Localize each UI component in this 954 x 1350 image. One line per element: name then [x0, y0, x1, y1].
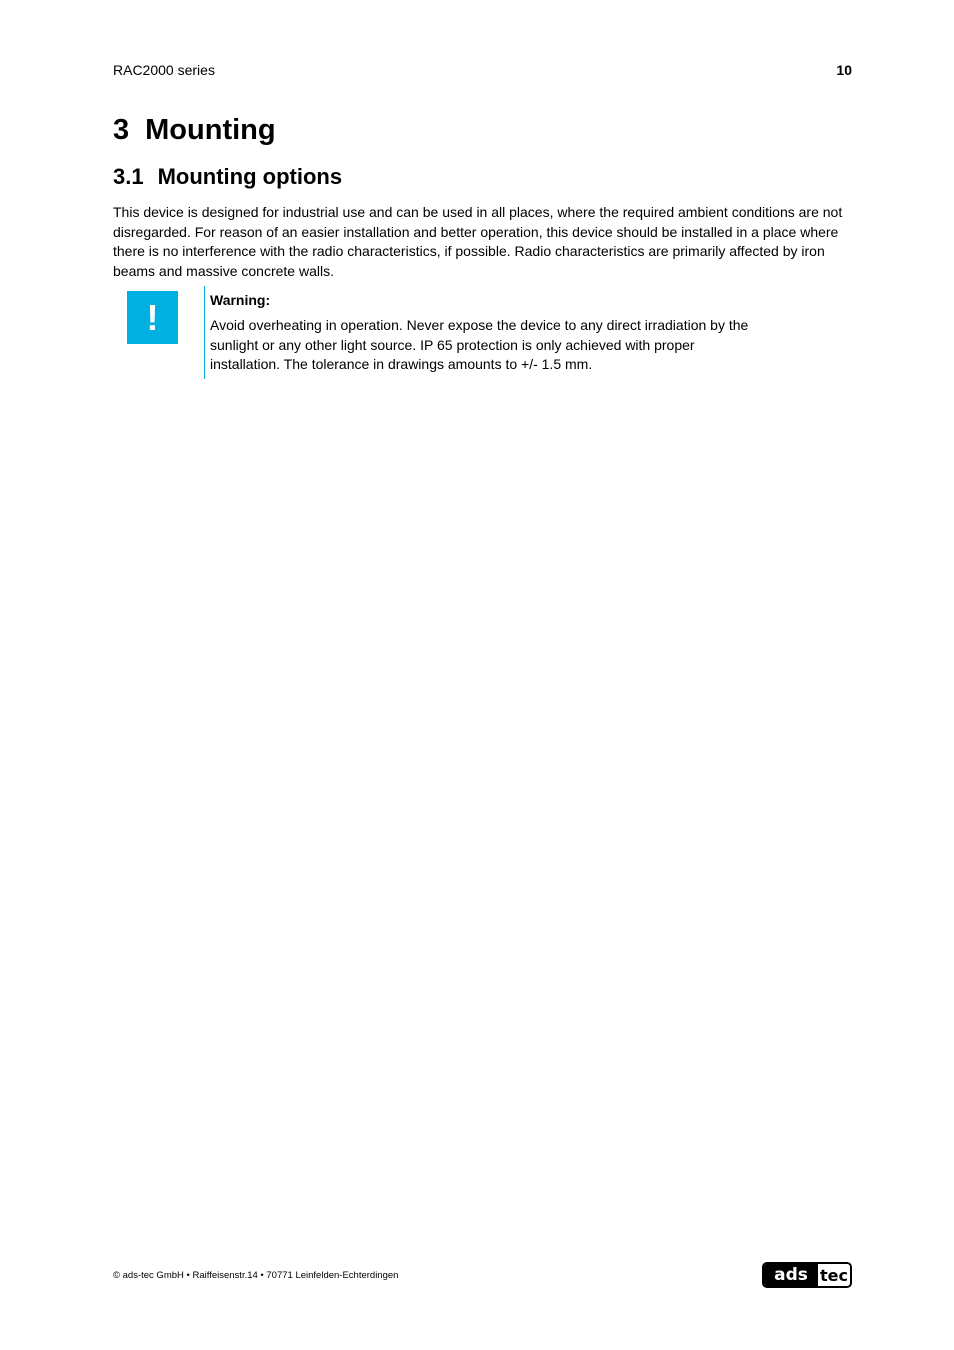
- document-title: RAC2000 series: [113, 62, 215, 78]
- warning-divider: [204, 286, 205, 379]
- warning-text: Avoid overheating in operation. Never expose the device to any direct irradiation by the sunlight or any other light source. IP 65 protection is only achieved with proper installation. The tolerance in drawings amounts to +/- 1.5 mm.: [210, 317, 749, 373]
- section-number: 3.1: [113, 164, 144, 189]
- logo-tec-part: tec: [818, 1264, 850, 1286]
- warning-symbol: !: [146, 296, 159, 338]
- chapter-title: Mounting: [145, 114, 276, 146]
- page-number: 10: [836, 62, 852, 78]
- logo-ads-part: ads: [764, 1264, 818, 1286]
- exclamation-icon: [127, 291, 178, 344]
- chapter-heading: [113, 114, 276, 147]
- warning-title: Warning:: [210, 292, 271, 308]
- section-heading: [113, 164, 342, 190]
- ads-tec-logo: [762, 1262, 852, 1288]
- chapter-number: 3: [113, 114, 130, 146]
- body-paragraph: This device is designed for industrial use and can be used in all places, where the required ambient conditions are not disregarded. For reason of an easier installation and better operation, this device should be installed in a place where there is no interference with the radio characteristics, if possible. Radio characteristics are primarily affected by iron beams and massive concrete walls.: [113, 204, 843, 280]
- section-title: Mounting options: [157, 164, 343, 189]
- footer-copyright: © ads-tec GmbH • Raiffeisenstr.14 • 70771 Leinfelden-Echterdingen: [113, 1270, 399, 1281]
